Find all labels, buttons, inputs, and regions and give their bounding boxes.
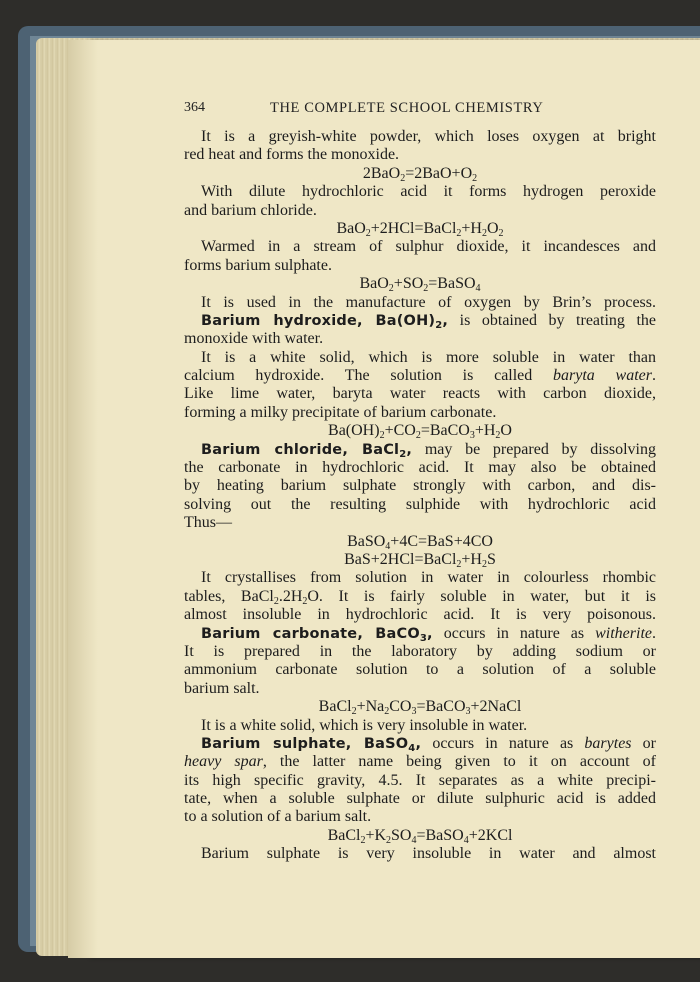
- text-line: It is a white solid, which is more soluble in water than: [201, 348, 656, 366]
- body-text: [184, 128, 656, 864]
- equation-line: $BaCl_2+Na_2CO_3=BaCO_3+2NaCl$: [318, 698, 522, 718]
- equation-line: $BaS+2HCl=BaCl_2+H_2S$: [344, 550, 496, 570]
- text-line: Like lime water, baryta water reacts with carbon dioxide,: [184, 385, 656, 403]
- text-line: tables, $BaCl_2.2H_2O$. It is fairly soluble in water, but it is: [184, 587, 656, 607]
- text-line: It is prepared in the laboratory by adding sodium or: [184, 642, 656, 660]
- text-line: its high specific gravity, 4.5. It separates as a white precipi-: [184, 771, 656, 789]
- equation-line: $BaO_2+SO_2=BaSO_4$: [359, 275, 481, 295]
- text-line: It crystallises from solution in water in colourless rhombic: [201, 569, 656, 587]
- text-line: Barium chloride, BaCl$_2$, may be prepared by dissolving: [201, 440, 657, 460]
- text-line: Barium hydroxide, $Ba(OH)_2$, is obtained by treating the: [201, 311, 656, 331]
- text-line: almost insoluble in hydrochloric acid. It is very poisonous.: [184, 606, 656, 624]
- text-line: to a solution of a barium salt.: [184, 808, 372, 826]
- text-line: Thus—: [184, 514, 232, 532]
- text-line: tate, when a soluble sulphate or dilute sulphuric acid is added: [184, 790, 656, 808]
- text-line: and barium chloride.: [184, 201, 317, 219]
- text-line: the carbonate in hydrochloric acid. It may also be obtained: [184, 459, 656, 477]
- text-line: Warmed in a stream of sulphur dioxide, it incandesces and: [201, 238, 656, 256]
- text-line: It is a white solid, which is very insoluble in water.: [201, 716, 528, 734]
- text-line: With dilute hydrochloric acid it forms hydrogen peroxide: [201, 183, 656, 201]
- text-line: monoxide with water.: [184, 330, 324, 348]
- equation-line: $BaCl_2+K_2SO_4=BaSO_4+2KCl$: [327, 826, 513, 846]
- text-line: Barium sulphate is very insoluble in water and almost: [201, 845, 656, 863]
- text-line: red heat and forms the monoxide.: [184, 146, 400, 164]
- equation-line: $BaO_2+2HCl=BaCl_2+H_2O_2$: [336, 219, 504, 239]
- equation-line: $2BaO_2=2BaO+O_2$: [362, 164, 478, 184]
- text-line: barium salt.: [184, 679, 260, 697]
- text-line: Barium carbonate, BaCO$_3$, occurs in nature as witherite.: [201, 624, 656, 644]
- text-line: Barium sulphate, BaSO$_4$, occurs in nature as barytes or: [201, 734, 657, 754]
- page-gutter-shadow: [68, 40, 98, 958]
- text-line: solving out the resulting sulphide with hydrochloric acid: [184, 495, 656, 513]
- running-title: THE COMPLETE SCHOOL CHEMISTRY: [270, 100, 544, 116]
- text-line: ammonium carbonate solution to a solution of a soluble: [184, 661, 656, 679]
- text-line: forming a milky precipitate of barium carbonate.: [184, 403, 497, 421]
- text-line: calcium hydroxide. The solution is called baryta water.: [184, 367, 656, 385]
- text-line: forms barium sulphate.: [184, 256, 332, 274]
- text-line: It is a greyish-white powder, which loses oxygen at bright: [201, 128, 656, 145]
- page-number: 364: [184, 100, 205, 115]
- text-line: It is used in the manufacture of oxygen by Brin’s process.: [201, 293, 656, 311]
- text-line: heavy spar, the latter name being given to it on account of: [184, 753, 656, 771]
- text-line: by heating barium sulphate strongly with carbon, and dis-: [184, 477, 656, 495]
- equation-line: $Ba(OH)_2+CO_2=BaCO_3+H_2O$: [328, 422, 512, 442]
- equation-line: BaSO$_4$+4C=BaS+4CO: [347, 532, 493, 552]
